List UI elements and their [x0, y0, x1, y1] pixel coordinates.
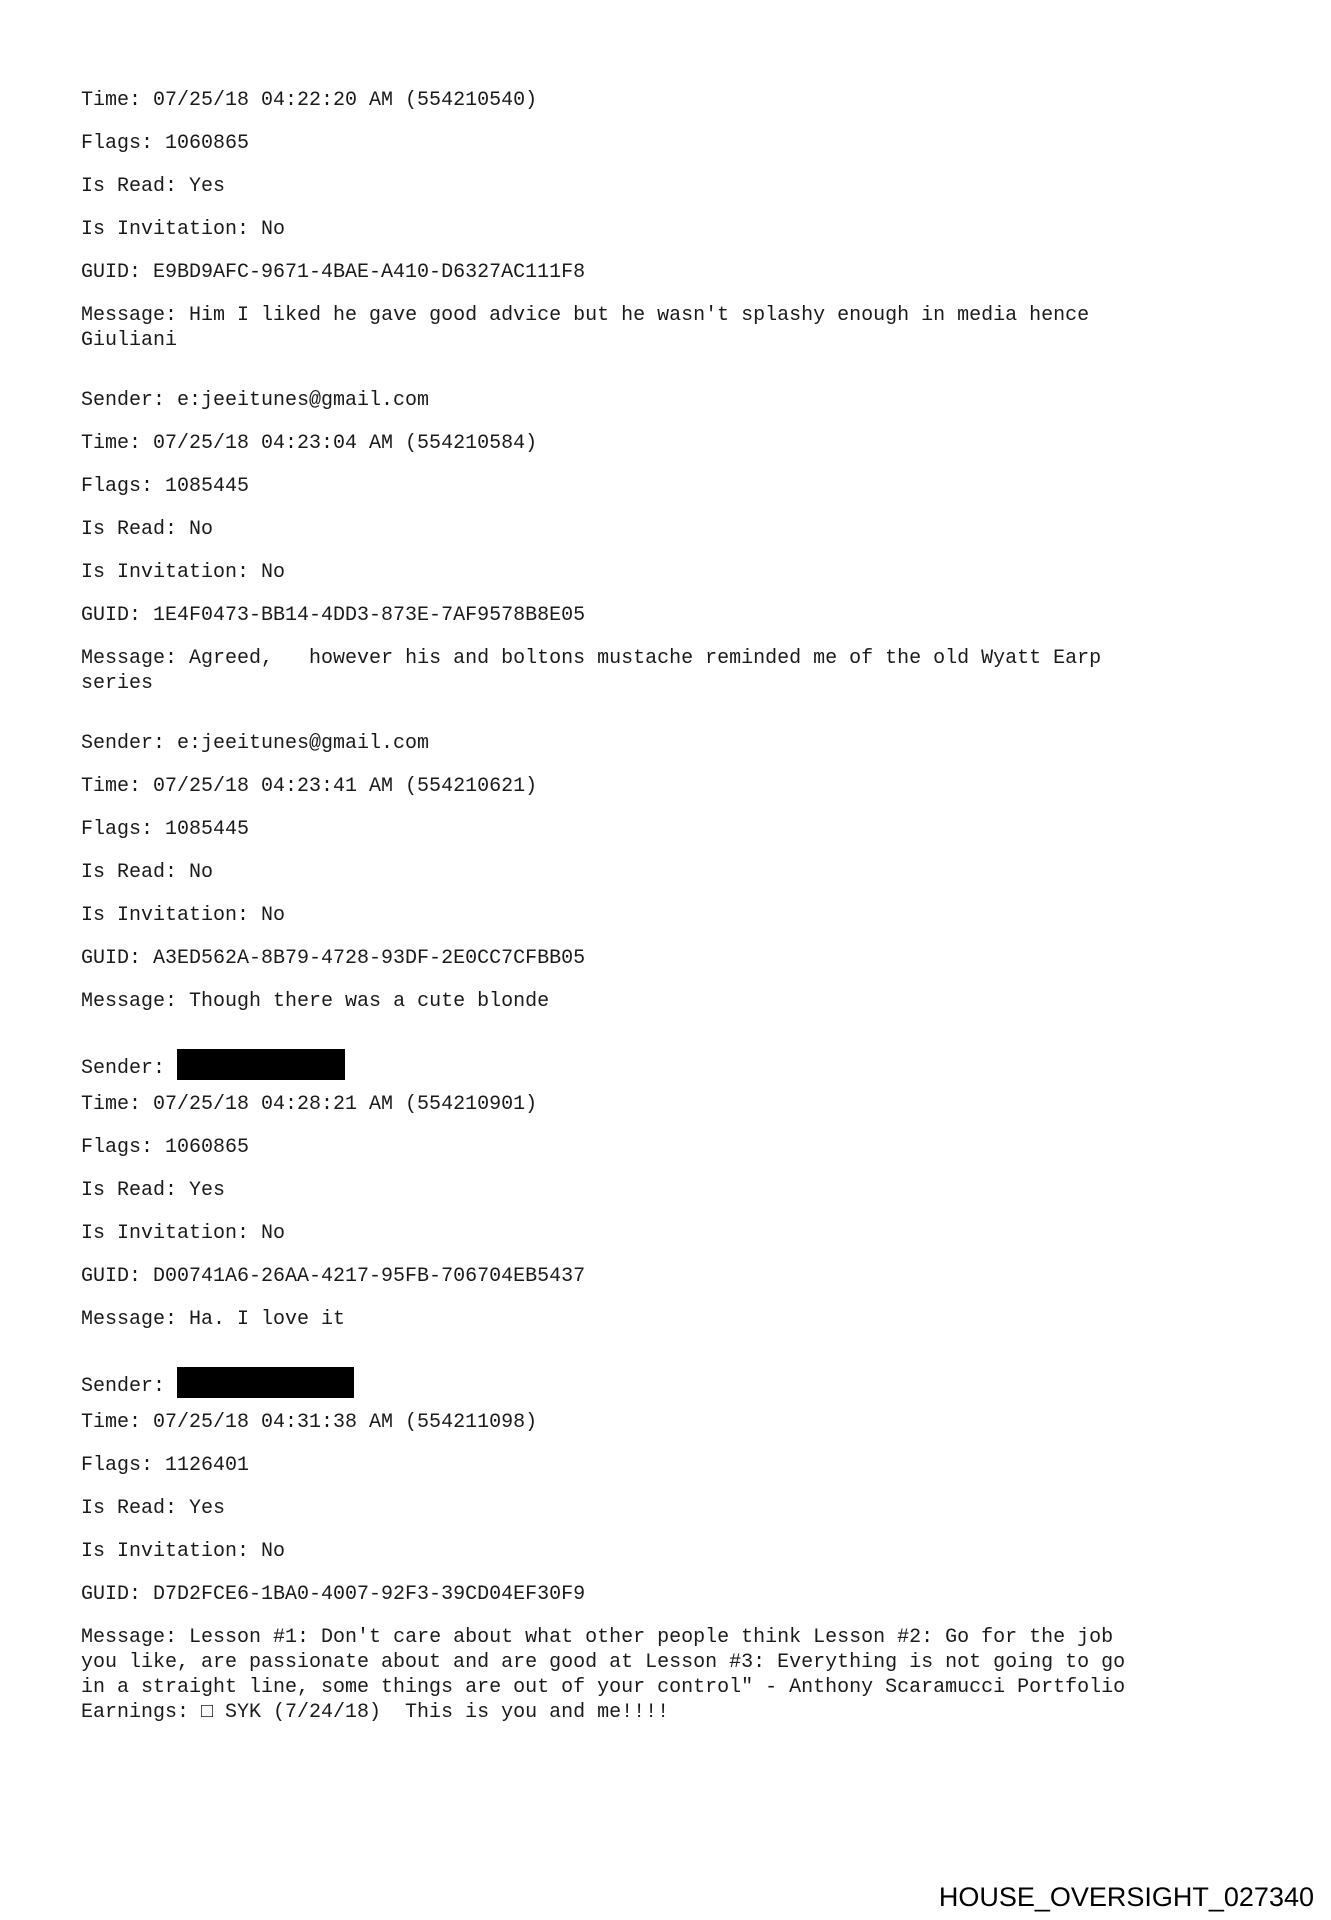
message-text: Ha. I love it [189, 1308, 346, 1331]
sender-value: e:jeeitunes@gmail.com [177, 389, 430, 412]
flags-label: Flags: [81, 818, 166, 841]
time-line [81, 1410, 1261, 1436]
time-label: Time: [81, 432, 154, 455]
flags-value: 1085445 [165, 818, 250, 841]
is-read-label: Is Read: [81, 175, 190, 198]
flags-value: 1060865 [165, 1136, 250, 1159]
time-value: 07/25/18 04:23:04 AM (554210584) [153, 432, 538, 455]
time-label: Time: [81, 1411, 154, 1434]
is-invitation-label: Is Invitation: [81, 1540, 262, 1563]
guid-line [81, 946, 1261, 972]
flags-value: 1085445 [165, 475, 250, 498]
sender-label: Sender: [81, 389, 178, 412]
message-label: Message: [81, 1308, 190, 1331]
sender-line [81, 1049, 1261, 1080]
flags-line [81, 1453, 1261, 1479]
is-read-label: Is Read: [81, 518, 190, 541]
guid-line [81, 603, 1261, 629]
sender-label: Sender: [81, 732, 178, 755]
flags-line [81, 817, 1261, 843]
message-record [81, 1367, 1261, 1725]
sender-line [81, 1367, 1261, 1398]
sender-value: e:jeeitunes@gmail.com [177, 732, 430, 755]
time-line [81, 1092, 1261, 1118]
message-label: Message: [81, 647, 190, 670]
time-value: 07/25/18 04:28:21 AM (554210901) [153, 1093, 538, 1116]
time-label: Time: [81, 775, 154, 798]
is-read-line [81, 174, 1261, 200]
is-invitation-label: Is Invitation: [81, 561, 262, 584]
is-invitation-value: No [261, 561, 286, 584]
message-text: Him I liked he gave good advice but he wasn't splashy enough in media hence Giuliani [81, 304, 1090, 352]
is-read-value: No [189, 861, 214, 884]
is-read-label: Is Read: [81, 1179, 190, 1202]
flags-label: Flags: [81, 132, 166, 155]
sender-label: Sender: [81, 1375, 178, 1398]
message-line [81, 1307, 1261, 1332]
is-read-line [81, 860, 1261, 886]
message-label: Message: [81, 1626, 190, 1649]
guid-value: D7D2FCE6-1BA0-4007-92F3-39CD04EF30F9 [153, 1583, 586, 1606]
guid-label: GUID: [81, 1265, 154, 1288]
is-invitation-label: Is Invitation: [81, 1222, 262, 1245]
flags-value: 1060865 [165, 132, 250, 155]
flags-line [81, 474, 1261, 500]
time-line [81, 88, 1261, 114]
message-record [81, 731, 1261, 1014]
message-text: Though there was a cute blonde [189, 990, 550, 1013]
sender-line [81, 388, 1261, 414]
redaction-bar [177, 1049, 345, 1080]
guid-value: A3ED562A-8B79-4728-93DF-2E0CC7CFBB05 [153, 947, 586, 970]
flags-label: Flags: [81, 1136, 166, 1159]
document-page [81, 88, 1261, 1760]
time-value: 07/25/18 04:23:41 AM (554210621) [153, 775, 538, 798]
flags-value: 1126401 [165, 1454, 250, 1477]
guid-line [81, 1582, 1261, 1608]
is-read-value: No [189, 518, 214, 541]
is-read-line [81, 517, 1261, 543]
message-line [81, 1625, 1261, 1725]
sender-label: Sender: [81, 1057, 178, 1080]
is-read-value: Yes [189, 1497, 226, 1520]
guid-value: D00741A6-26AA-4217-95FB-706704EB5437 [153, 1265, 586, 1288]
message-line [81, 303, 1261, 353]
is-invitation-value: No [261, 218, 286, 241]
message-line [81, 989, 1261, 1014]
is-read-line [81, 1178, 1261, 1204]
redaction-bar [177, 1367, 354, 1398]
is-invitation-label: Is Invitation: [81, 218, 262, 241]
is-read-line [81, 1496, 1261, 1522]
message-line [81, 646, 1261, 696]
message-record [81, 388, 1261, 696]
guid-value: 1E4F0473-BB14-4DD3-873E-7AF9578B8E05 [153, 604, 586, 627]
is-invitation-line [81, 560, 1261, 586]
time-label: Time: [81, 1093, 154, 1116]
guid-label: GUID: [81, 261, 154, 284]
is-invitation-line [81, 217, 1261, 243]
guid-line [81, 1264, 1261, 1290]
is-read-value: Yes [189, 175, 226, 198]
time-value: 07/25/18 04:22:20 AM (554210540) [153, 89, 538, 112]
message-text: Agreed, however his and boltons mustache reminded me of the old Wyatt Earp series [81, 647, 1102, 695]
is-invitation-value: No [261, 904, 286, 927]
is-invitation-value: No [261, 1222, 286, 1245]
flags-label: Flags: [81, 475, 166, 498]
time-line [81, 431, 1261, 457]
time-line [81, 774, 1261, 800]
is-invitation-line [81, 903, 1261, 929]
message-text: Lesson #1: Don't care about what other people think Lesson #2: Go for the job you like, are passionate about and are good at Lesson #3: Everything is not going to go in a straight line, some things are out of your control" - Anthony Scaramucci Portfolio Earnings: □ SYK (7/24/18) This is you and me!!!! [81, 1626, 1126, 1724]
message-record [81, 88, 1261, 353]
guid-line [81, 260, 1261, 286]
sender-line [81, 731, 1261, 757]
is-invitation-line [81, 1539, 1261, 1565]
bates-number: HOUSE_OVERSIGHT_027340 [938, 1882, 1314, 1912]
time-label: Time: [81, 89, 154, 112]
is-read-label: Is Read: [81, 861, 190, 884]
is-invitation-line [81, 1221, 1261, 1247]
guid-label: GUID: [81, 1583, 154, 1606]
message-record [81, 1049, 1261, 1332]
guid-label: GUID: [81, 947, 154, 970]
message-label: Message: [81, 990, 190, 1013]
flags-line [81, 1135, 1261, 1161]
flags-label: Flags: [81, 1454, 166, 1477]
is-read-label: Is Read: [81, 1497, 190, 1520]
flags-line [81, 131, 1261, 157]
time-value: 07/25/18 04:31:38 AM (554211098) [153, 1411, 538, 1434]
guid-value: E9BD9AFC-9671-4BAE-A410-D6327AC111F8 [153, 261, 586, 284]
message-label: Message: [81, 304, 190, 327]
guid-label: GUID: [81, 604, 154, 627]
is-invitation-value: No [261, 1540, 286, 1563]
is-read-value: Yes [189, 1179, 226, 1202]
is-invitation-label: Is Invitation: [81, 904, 262, 927]
